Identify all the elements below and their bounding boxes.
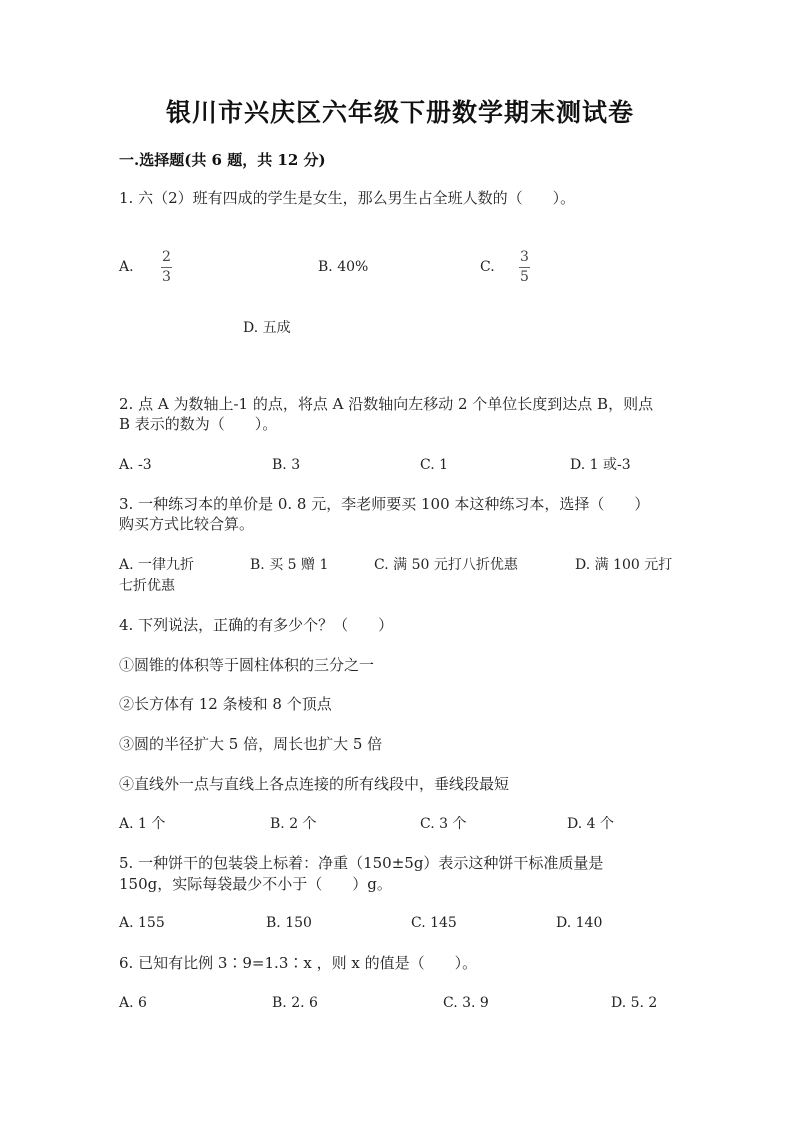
- question-2-stem-line2: B 表示的数为（ ）。: [119, 415, 278, 433]
- question-4-statement-4: ④直线外一点与直线上各点连接的所有线段中，垂线段最短: [119, 775, 510, 793]
- question-6-option-d: D. 5. 2: [611, 995, 658, 1011]
- question-4-statement-1: ①圆锥的体积等于圆柱体积的三分之一: [119, 656, 375, 674]
- question-5-option-b: B. 150: [266, 915, 312, 931]
- page-title: 银川市兴庆区六年级下册数学期末测试卷: [165, 98, 634, 127]
- question-5-option-a: A. 155: [119, 915, 165, 931]
- question-4-stem: 4. 下列说法，正确的有多少个？（ ）: [119, 616, 394, 634]
- question-3-stem-line1: 3. 一种练习本的单价是 0. 8 元，李老师要买 100 本这种练习本，选择（ ）: [119, 495, 650, 513]
- question-1-option-b: B. 40%: [318, 259, 369, 275]
- question-4-statement-3: ③圆的半径扩大 5 倍，周长也扩大 5 倍: [119, 735, 383, 753]
- question-4-option-c: C. 3 个: [420, 816, 467, 832]
- question-3-option-b: B. 买 5 赠 1: [250, 557, 329, 573]
- fraction-numerator: 2: [162, 249, 171, 265]
- question-4-option-d: D. 4 个: [567, 816, 614, 832]
- question-1-option-d: D. 五成: [243, 320, 291, 336]
- question-3-option-d-line2: 七折优惠: [119, 578, 175, 594]
- question-5-stem-line2: 150g，实际每袋最少不小于（ ）g。: [119, 875, 392, 893]
- section-heading: 一.选择题(共 6 题，共 12 分): [119, 151, 326, 169]
- fraction-numerator: 3: [520, 249, 529, 265]
- question-1-option-a: [119, 257, 134, 277]
- question-6-option-a: A. 6: [119, 995, 147, 1011]
- option-c-label: C.: [480, 259, 495, 275]
- question-5-option-d: D. 140: [556, 915, 603, 931]
- fraction-denominator: 5: [520, 269, 529, 285]
- question-4-option-b: B. 2 个: [270, 816, 317, 832]
- question-3-option-c: C. 满 50 元打八折优惠: [374, 557, 518, 573]
- fraction-three-fifths: [519, 250, 530, 285]
- question-5-option-c: C. 145: [411, 915, 457, 931]
- fraction-denominator: 3: [162, 269, 171, 285]
- question-4-statement-2: ②长方体有 12 条棱和 8 个顶点: [119, 695, 332, 713]
- question-2-option-c: C. 1: [420, 457, 449, 473]
- question-2-option-a: A. -3: [119, 457, 152, 473]
- question-2-option-d: D. 1 或-3: [570, 457, 631, 473]
- fraction-two-thirds: [161, 250, 172, 285]
- question-4-option-a: A. 1 个: [119, 816, 166, 832]
- question-1-stem: 1. 六（2）班有四成的学生是女生，那么男生占全班人数的（ ）。: [119, 189, 576, 207]
- question-3-option-a: A. 一律九折: [119, 557, 195, 573]
- question-1-option-c: [480, 257, 495, 277]
- question-6-option-c: C. 3. 9: [443, 995, 489, 1011]
- question-5-stem-line1: 5. 一种饼干的包装袋上标着：净重（150±5g）表示这种饼干标准质量是: [119, 854, 604, 872]
- question-3-option-d: D. 满 100 元打: [575, 557, 673, 573]
- question-6-stem: 6. 已知有比例 3∶9=1.3∶x ，则 x 的值是（ ）。: [119, 954, 478, 972]
- fraction-bar: [161, 267, 172, 268]
- question-2-stem-line1: 2. 点 A 为数轴上-1 的点，将点 A 沿数轴向左移动 2 个单位长度到达点 B，则点: [119, 395, 654, 413]
- question-6-option-b: B. 2. 6: [272, 995, 318, 1011]
- option-a-label: A.: [119, 259, 134, 275]
- question-3-stem-line2: 购买方式比较合算。: [119, 515, 255, 533]
- question-2-option-b: B. 3: [272, 457, 301, 473]
- fraction-bar: [519, 267, 530, 268]
